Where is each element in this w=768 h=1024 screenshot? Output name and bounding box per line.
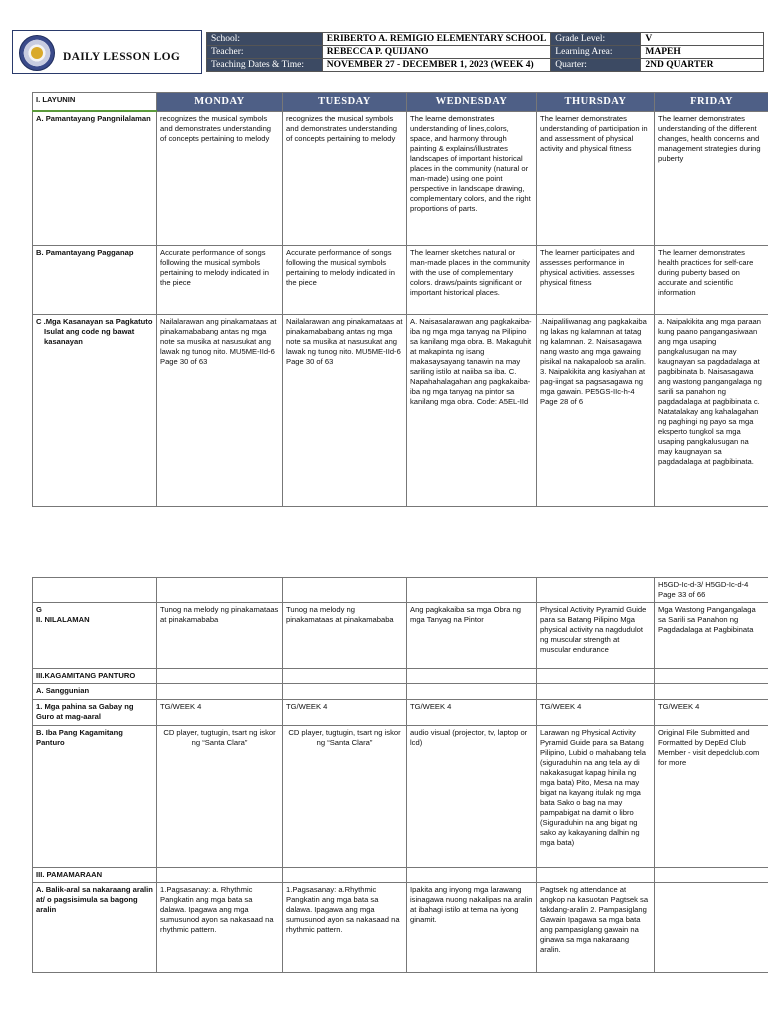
row-label-pagganap: B. Pamantayang Pagganap bbox=[33, 245, 157, 314]
row-label-kasanayan bbox=[33, 314, 157, 506]
row-label-balik-aral: A. Balik-aral sa nakaraang aralin at/ o pagsisimula sa bagong aralin bbox=[33, 883, 157, 973]
table-cell: Tunog na melody ng pinakamataas at pinakamababa bbox=[157, 603, 283, 669]
table-row bbox=[33, 684, 768, 700]
row-label-nilalaman bbox=[33, 603, 157, 669]
table-cell: Accurate performance of songs following the musical symbols pertaining to melody indicated in the piece bbox=[157, 245, 283, 314]
table-cell bbox=[407, 868, 537, 883]
table-cell bbox=[33, 578, 157, 603]
table-cell: TG/WEEK 4 bbox=[283, 700, 407, 726]
table-row bbox=[33, 314, 768, 506]
table-cell bbox=[655, 868, 768, 883]
table-row bbox=[33, 868, 768, 883]
table-cell bbox=[157, 684, 283, 700]
table-row bbox=[33, 245, 768, 314]
table-cell: Nailalarawan ang pinakamataas at pinakamababang antas ng mga note sa musika at nasusukat ang lawak ng tunog nito. MU5ME-IId-6 Page 30 of 63 bbox=[283, 314, 407, 506]
teacher-value: REBECCA P. QUIJANO bbox=[322, 46, 551, 59]
table-cell: The learner demonstrates understanding of participation in and assessment of physical activity and physical fitness bbox=[537, 111, 655, 245]
section-kagamitan: III.KAGAMITANG PANTURO bbox=[33, 669, 157, 684]
table-cell bbox=[407, 578, 537, 603]
table-cell: The learner demonstrates understanding of the different changes, health concerns and management strategies during puberty bbox=[655, 111, 768, 245]
table-cell: audio visual (projector, tv, laptop or lcd) bbox=[407, 726, 537, 868]
table-cell: Larawan ng Physical Activity Pyramid Guide para sa Batang Pilipino, Lubid o mahabang tela (siguraduhin na ang tela ay di nakakasugat kapag hinila ng mga bata) Pito, Mesa na may bigat na kayang itulak ng mga bata Sako o bag na may pampabigat na damit o libro (Siguraduhin na ang bigat ng sako ay kakayaning dalhin ng mga bata) bbox=[537, 726, 655, 868]
table-cell bbox=[157, 868, 283, 883]
table-row bbox=[33, 883, 768, 973]
table-row bbox=[33, 669, 768, 684]
table-cell bbox=[655, 684, 768, 700]
table-cell bbox=[537, 684, 655, 700]
dates-label: Teaching Dates & Time: bbox=[207, 59, 323, 72]
row-label-pangnilalaman: A. Pamantayang Pangnilalaman bbox=[33, 111, 157, 245]
grade-value: V bbox=[641, 33, 764, 46]
table-cell bbox=[537, 669, 655, 684]
table-cell: Ipakita ang inyong mga larawang isinagawa nuong nakalipas na aralin at ibahagi istilo at tema na iyong ginamit. bbox=[407, 883, 537, 973]
day-header-wednesday: WEDNESDAY bbox=[407, 93, 537, 112]
table-cell: recognizes the musical symbols and demonstrates understanding of concepts pertaining to melody bbox=[283, 111, 407, 245]
table-cell: .Naipaliliwanag ang pagkakaiba ng lakas ng kalamnan at tatag ng kalamnan. 2. Naisasagawa nang wasto ang mga gawaing pisikal na nakapaloob sa aralin. 3. Naipakikita ang kasiyahan at pag-iingat sa pagsasagawa ng mga gawain. PE5GS-IIc-h-4 Page 28 of 6 bbox=[537, 314, 655, 506]
kasanayan-label: C .Mga Kasanayan sa Pagkatuto bbox=[36, 316, 153, 326]
nilalaman-g: G bbox=[36, 605, 42, 615]
table-cell bbox=[407, 669, 537, 684]
table-cell: H5GD-Ic-d-3/ H5GD-Ic-d-4 Page 33 of 66 bbox=[655, 578, 768, 603]
row-label-iba-kagamitan: B. Iba Pang Kagamitang Panturo bbox=[33, 726, 157, 868]
nilalaman-label: II. NILALAMAN bbox=[36, 615, 90, 625]
day-header-friday: FRIDAY bbox=[655, 93, 768, 112]
table-row bbox=[33, 111, 768, 245]
table-cell: a. Naipakikita ang mga paraan kung paano pangangasiwaan ang mga usaping pangkalusugan na may kaugnayan sa pagdadalaga at pagbibinata b. Naisasagawa ang wastong pangangalaga ng sarili sa panahon ng pagdadalaga at pagbibinata c. Natatalakay ang kahalagahan ng paghingi ng payo sa mga eksperto tungkol sa mga usaping pangkalusugan na may kaugnayan sa pagdadalaga at pagbibinata. bbox=[655, 314, 768, 506]
row-label-gabay: 1. Mga pahina sa Gabay ng Guro at mag-aaral bbox=[33, 700, 157, 726]
table-row bbox=[33, 603, 768, 669]
content-procedure-table bbox=[32, 577, 768, 973]
table-cell: Ang pagkakaiba sa mga Obra ng mga Tanyag na Pintor bbox=[407, 603, 537, 669]
table-cell: The learner demonstrates health practices for self-care during puberty based on accurate and scientific information bbox=[655, 245, 768, 314]
table-cell: Accurate performance of songs following the musical symbols pertaining to melody indicated in the piece bbox=[283, 245, 407, 314]
section-pamamaraan: III. PAMAMARAAN bbox=[33, 868, 157, 883]
area-value: MAPEH bbox=[641, 46, 764, 59]
table-cell: CD player, tugtugin, tsart ng iskor ng “Santa Clara” bbox=[283, 726, 407, 868]
table-cell: Mga Wastong Pangangalaga sa Sarili sa Panahon ng Pagdadalaga at Pagbibinata bbox=[655, 603, 768, 669]
header-info-table bbox=[206, 32, 764, 72]
table-cell bbox=[655, 883, 768, 973]
section-layunin: I. LAYUNIN bbox=[33, 93, 157, 112]
table-cell: Pagtsek ng attendance at angkop na kasuotan Pagtsek sa takdang-aralin 2. Pampasiglang Gawain Ipagawa sa mga bata ang pampasiglang gawain na ginawa sa mga nakaraang aralin. bbox=[537, 883, 655, 973]
table-cell bbox=[537, 578, 655, 603]
table-cell: Original File Submitted and Formatted by DepEd Club Member - visit depedclub.com for more bbox=[655, 726, 768, 868]
dates-value: NOVEMBER 27 - DECEMBER 1, 2023 (WEEK 4) bbox=[322, 59, 551, 72]
table-cell: TG/WEEK 4 bbox=[655, 700, 768, 726]
table-cell: The learner sketches natural or man-made places in the community with the use of complementary colors. draws/paints significant or important historical places. bbox=[407, 245, 537, 314]
school-value: ERIBERTO A. REMIGIO ELEMENTARY SCHOOL bbox=[322, 33, 551, 46]
table-cell bbox=[283, 684, 407, 700]
table-cell bbox=[283, 578, 407, 603]
table-cell: CD player, tugtugin, tsart ng iskor ng “Santa Clara” bbox=[157, 726, 283, 868]
table-cell bbox=[537, 868, 655, 883]
table-row bbox=[33, 578, 768, 603]
table-cell: TG/WEEK 4 bbox=[537, 700, 655, 726]
deped-seal-icon bbox=[19, 35, 55, 71]
page-title: DAILY LESSON LOG bbox=[63, 51, 181, 63]
table-cell: The learne demonstrates understanding of lines,colors, space, and harmony through painting & explains/illustrates landscapes of important historical places in the community (natural or man-made) using one point perspective in landscape drawing, complementary colors, and the right proportions of parts. bbox=[407, 111, 537, 245]
area-label: Learning Area: bbox=[551, 46, 641, 59]
table-cell: TG/WEEK 4 bbox=[407, 700, 537, 726]
table-cell: Tunog na melody ng pinakamataas at pinakamababa bbox=[283, 603, 407, 669]
table-cell: recognizes the musical symbols and demonstrates understanding of concepts pertaining to melody bbox=[157, 111, 283, 245]
day-header-tuesday: TUESDAY bbox=[283, 93, 407, 112]
table-cell: A. Naisasalarawan ang pagkakaiba-iba ng mga mga tanyag na Pilipino sa kanilang mga obra. B. Makaguhit at makapinta ng isang makasaysayang tanawin na may sariling istilo at naiiba sa iba. C. Napahahalagahan ang pagkakaiba-iba ng mga tanyag na pintor sa kanilang mga obra. Code: A5EL-IId bbox=[407, 314, 537, 506]
table-cell: The learner participates and assesses performance in physical activities. assesses physical fitness bbox=[537, 245, 655, 314]
school-label: School: bbox=[207, 33, 323, 46]
section-sanggunian: A. Sanggunian bbox=[33, 684, 157, 700]
table-cell bbox=[157, 578, 283, 603]
quarter-value: 2ND QUARTER bbox=[641, 59, 764, 72]
table-cell bbox=[655, 669, 768, 684]
table-cell: 1.Pagsasanay: a.Rhythmic Pangkatin ang mga bata sa dalawa. Ipagawa ang mga sumusunod ayon sa nakasaad na rhythmic pattern. bbox=[283, 883, 407, 973]
table-row bbox=[33, 726, 768, 868]
table-row bbox=[33, 700, 768, 726]
day-header-thursday: THURSDAY bbox=[537, 93, 655, 112]
table-cell bbox=[157, 669, 283, 684]
teacher-label: Teacher: bbox=[207, 46, 323, 59]
table-cell bbox=[407, 684, 537, 700]
lesson-log-header bbox=[8, 30, 764, 74]
table-cell bbox=[283, 669, 407, 684]
quarter-label: Quarter: bbox=[551, 59, 641, 72]
table-cell: Physical Activity Pyramid Guide para sa Batang Pilipino Mga physical activity na nagdudulot ng muscular strength at muscular endurance bbox=[537, 603, 655, 669]
table-cell: TG/WEEK 4 bbox=[157, 700, 283, 726]
table-cell: 1.Pagsasanay: a. Rhythmic Pangkatin ang mga bata sa dalawa. Ipagawa ang mga sumusunod ayon sa nakasaad na rhythmic pattern. bbox=[157, 883, 283, 973]
day-header-monday: MONDAY bbox=[157, 93, 283, 112]
grade-label: Grade Level: bbox=[551, 33, 641, 46]
table-cell: Nailalarawan ang pinakamataas at pinakamababang antas ng mga note sa musika at nasusukat ang lawak ng tunog nito. MU5ME-IId-6 Page 30 of 63 bbox=[157, 314, 283, 506]
kasanayan-sublabel: Isulat ang code ng bawat kasanayan bbox=[44, 326, 135, 346]
objectives-table bbox=[32, 92, 768, 507]
logo-title-box bbox=[12, 30, 202, 74]
table-cell bbox=[283, 868, 407, 883]
